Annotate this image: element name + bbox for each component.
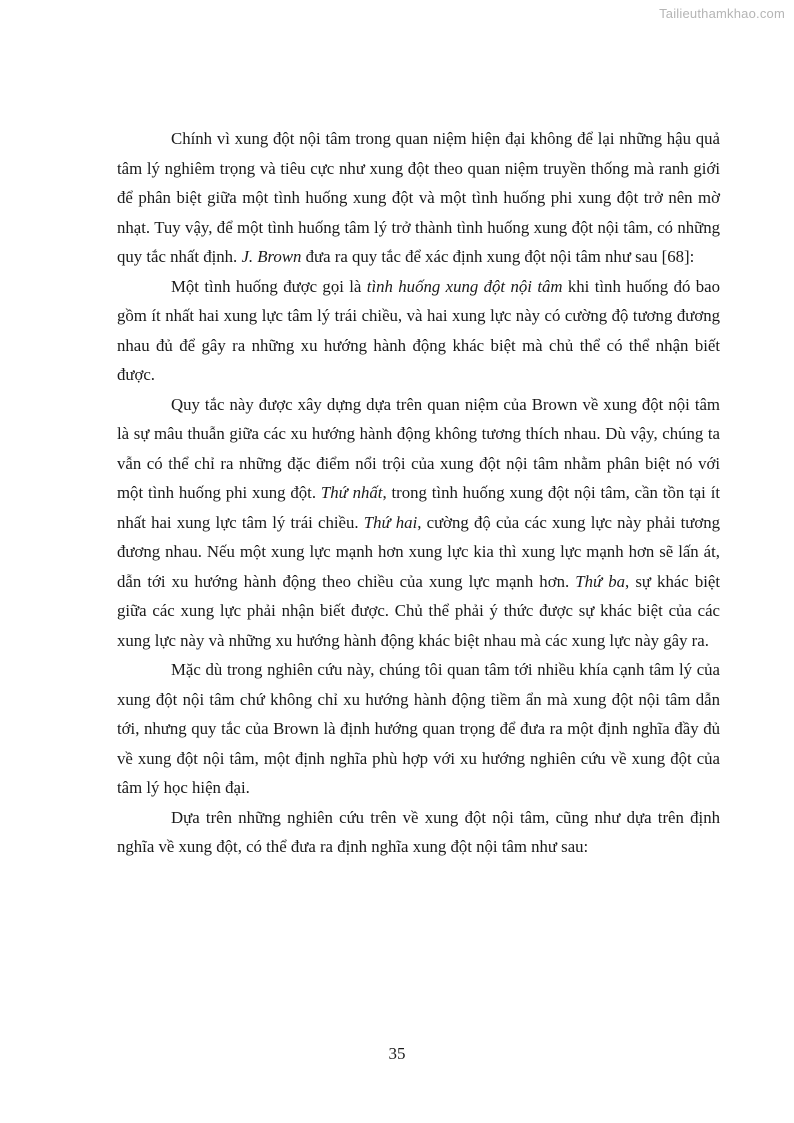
page-number: 35 [388,1044,406,1063]
author-name: J. Brown [241,247,302,266]
paragraph-2 [117,272,720,390]
paragraph-3-text-4: , sự khác biệt giữa các xung lực phải nhận biết được. Chủ thể phải ý thức được sự khác biệt của các xung lực này và những xu hướng hành động khác biệt nhau mà các xung lực này gây ra. [117,571,720,650]
paragraph-3-text-1: Quy tắc này được xây dựng dựa trên quan niệm của Brown về xung đột nội tâm là sự mâu thuẫn giữa các xu hướng hành động không tương thích nhau. Dù vậy, chúng ta vẫn có thể chỉ ra những đặc điểm nổi trội của xung đột nội tâm nhằm phân biệt nó với một tình huống phi xung đột. [117,394,720,502]
paragraph-3-text-2: , trong tình huống xung đột nội tâm, cần tồn tại ít nhất hai xung lực tâm lý trái chiều. [117,483,721,532]
paragraph-1-text-2: đưa ra quy tắc để xác định xung đột nội tâm như sau [68]: [301,247,695,266]
paragraph-2-text-1: Một tình huống được gọi là [171,276,367,296]
paragraph-5 [117,803,720,862]
document-body [117,124,720,862]
point-third: Thứ ba [575,571,626,591]
paragraph-3 [117,390,720,656]
point-second: Thứ hai [363,512,418,532]
watermark: Tailieuthamkhao.com [659,6,785,21]
paragraph-4-text-1: Mặc dù trong nghiên cứu này, chúng tôi quan tâm tới nhiều khía cạnh tâm lý của xung đột nội tâm chứ không chỉ xu hướng hành động tiềm ẩn mà xung đột nội tâm dẫn tới, nhưng quy tắc của Brown là định hướng quan trọng để đưa ra một định nghĩa đầy đủ về xung đột nội tâm, một định nghĩa phù hợp với xu hướng nghiên cứu về xung đột của tâm lý học hiện đại. [117,660,720,797]
paragraph-1 [117,124,720,272]
paragraph-3-text-3: , cường độ của các xung lực này phải tương đương nhau. Nếu một xung lực mạnh hơn xung lực kia thì xung lực mạnh hơn sẽ lấn át, dẫn tới xu hướng hành động theo chiều của xung lực mạnh hơn. [117,512,721,591]
paragraph-5-text-1: Dựa trên những nghiên cứu trên về xung đột nội tâm, cũng như dựa trên định nghĩa về xung đột, có thể đưa ra định nghĩa xung đột nội tâm như sau: [117,807,720,856]
paragraph-1-text-1: Chính vì xung đột nội tâm trong quan niệm hiện đại không để lại những hậu quả tâm lý nghiêm trọng và tiêu cực như xung đột theo quan niệm truyền thống mà ranh giới để phân biệt giữa một tình huống xung đột và một tình huống phi xung đột trở nên mờ nhạt. Tuy vậy, để một tình huống tâm lý trở thành tình huống xung đột nội tâm, có những quy tắc nhất định. [117,129,720,266]
point-first: Thứ nhất [320,483,383,502]
term-inner-conflict-situation: tình huống xung đột nội tâm [366,276,563,296]
paragraph-2-text-2: khi tình huống đó bao gồm ít nhất hai xung lực tâm lý trái chiều, và hai xung lực này có cường độ tương đương nhau đủ để gây ra những xu hướng hành động khác biệt mà chủ thể có thể nhận biết được. [117,276,720,384]
paragraph-4 [117,655,720,803]
